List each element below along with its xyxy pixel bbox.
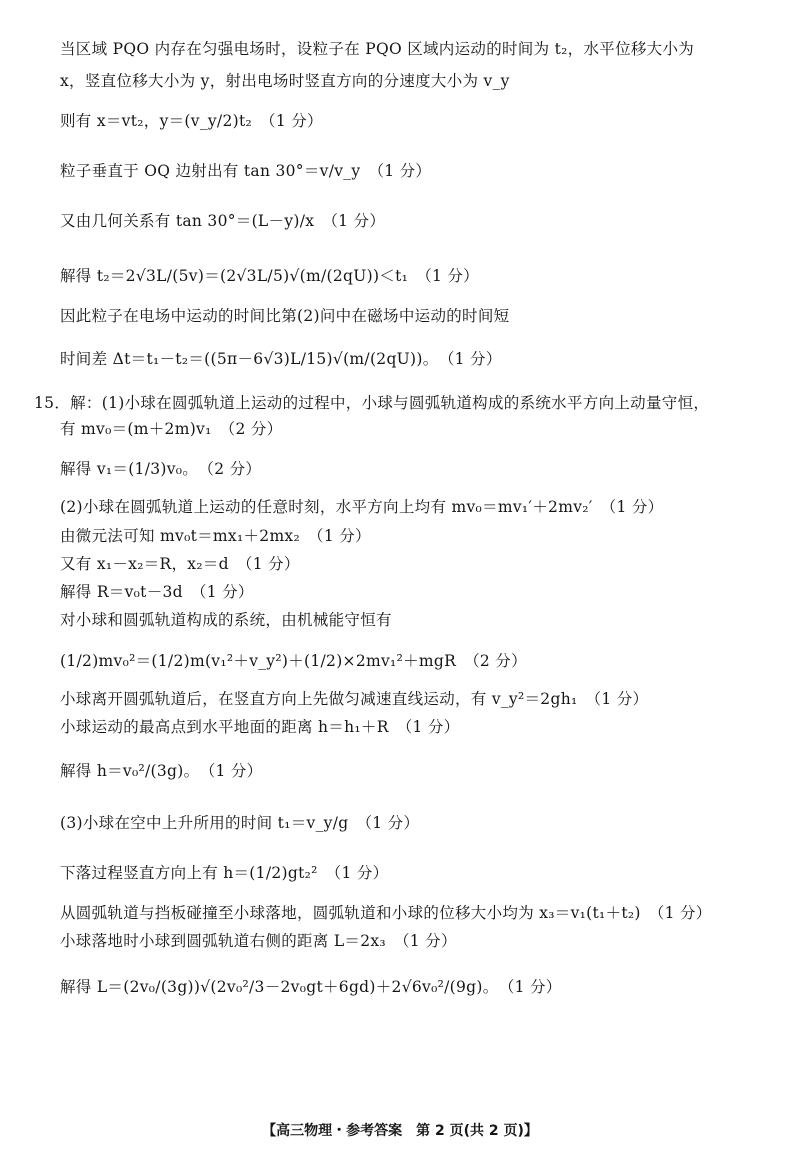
- text-line: 小球落地时小球到圆弧轨道右侧的距离 L＝2x₃ （1 分）: [60, 932, 457, 950]
- text-line: 因此粒子在电场中运动的时间比第(2)问中在磁场中运动的时间短: [60, 307, 510, 325]
- text-line: 15．解：(1)小球在圆弧轨道上运动的过程中，小球与圆弧轨道构成的系统水平方向上动量守恒，: [34, 394, 710, 412]
- text-line: (2)小球在圆弧轨道上运动的任意时刻，水平方向上均有 mv₀＝mv₁′＋2mv₂′ （1 分）: [60, 498, 664, 516]
- text-line: 解得 R＝v₀t－3d （1 分）: [60, 583, 254, 601]
- text-line: 解得 t₂＝2√3L/(5v)＝(2√3L/5)√(m/(2qU))＜t₁ （1 分）: [60, 267, 479, 285]
- text-line: 粒子垂直于 OQ 边射出有 tan 30°＝v/v_y （1 分）: [60, 162, 432, 180]
- text-line: 有 mv₀＝(m＋2m)v₁ （2 分）: [60, 420, 283, 438]
- text-line: 解得 v₁＝(1/3)v₀。 （2 分）: [60, 460, 262, 478]
- text-line: 由微元法可知 mv₀t＝mx₁＋2mx₂ （1 分）: [60, 527, 371, 545]
- text-line: 又有 x₁－x₂＝R，x₂＝d （1 分）: [60, 555, 300, 573]
- text-line: 从圆弧轨道与挡板碰撞至小球落地，圆弧轨道和小球的位移大小均为 x₃＝v₁(t₁＋t₂) （1 分）: [60, 904, 712, 922]
- text-line: 解得 h＝v₀²/(3g)。 （1 分）: [60, 762, 263, 780]
- page-footer: 【高三物理・参考答案 第 2 页(共 2 页)】: [262, 1123, 538, 1139]
- text-line: 解得 L＝(2v₀/(3g))√(2v₀²/3－2v₀gt＋6gd)＋2√6v₀²/(9g)。 （1 分）: [60, 978, 562, 996]
- text-line: 小球离开圆弧轨道后，在竖直方向上先做匀减速直线运动，有 v_y²＝2gh₁ （1 分）: [60, 690, 649, 708]
- text-line: 小球运动的最高点到水平地面的距离 h＝h₁＋R （1 分）: [60, 718, 460, 736]
- text-line: (1/2)mv₀²＝(1/2)m(v₁²＋v_y²)＋(1/2)×2mv₁²＋mgR （2 分）: [60, 652, 527, 670]
- text-line: 时间差 Δt＝t₁－t₂＝((5π－6√3)L/15)√(m/(2qU))。 （1 分）: [60, 350, 502, 368]
- text-line: (3)小球在空中上升所用的时间 t₁＝v_y/g （1 分）: [60, 814, 420, 832]
- text-line: 则有 x＝vt₂，y＝(v_y/2)t₂ （1 分）: [60, 112, 323, 130]
- text-line: 对小球和圆弧轨道构成的系统，由机械能守恒有: [60, 611, 392, 629]
- text-line: 又由几何关系有 tan 30°＝(L－y)/x （1 分）: [60, 212, 386, 230]
- text-line: x，竖直位移大小为 y，射出电场时竖直方向的分速度大小为 v_y: [60, 72, 510, 90]
- text-line: 下落过程竖直方向上有 h＝(1/2)gt₂² （1 分）: [60, 864, 389, 882]
- text-line: 当区域 PQO 内存在匀强电场时，设粒子在 PQO 区域内运动的时间为 t₂，水平位移大小为: [60, 40, 695, 58]
